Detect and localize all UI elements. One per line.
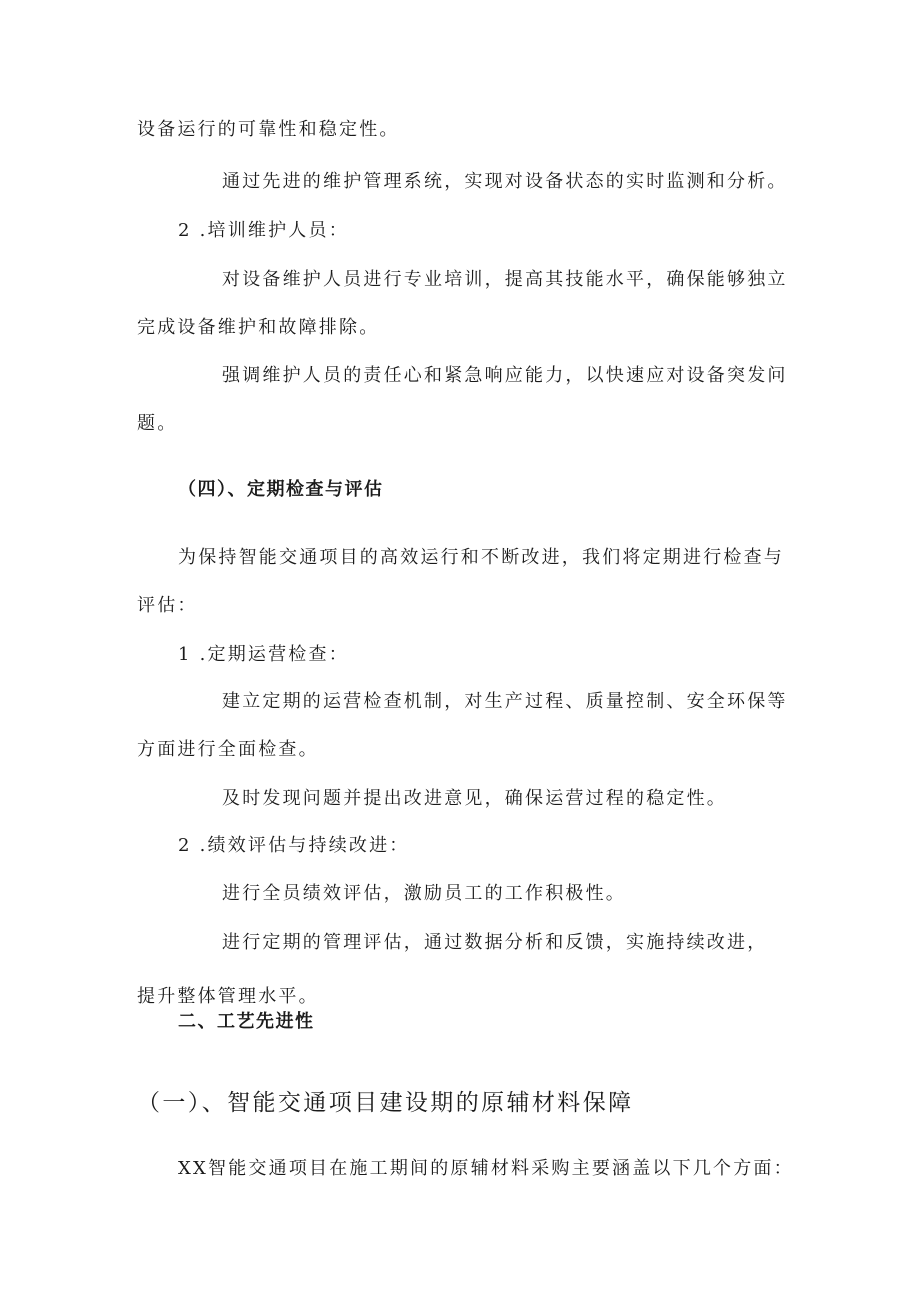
paragraph-line: 方面进行全面检查。 xyxy=(137,739,319,760)
paragraph-line: 设备运行的可靠性和稳定性。 xyxy=(137,119,400,140)
paragraph-line: 进行全员绩效评估，激励员工的工作积极性。 xyxy=(222,883,626,904)
paragraph-line: 完成设备维护和故障排除。 xyxy=(137,317,380,338)
section-heading: （四）、定期检查与评估 xyxy=(178,479,384,500)
section-heading: （一）、智能交通项目建设期的原辅材料保障 xyxy=(137,1090,634,1116)
paragraph-line: 提升整体管理水平。 xyxy=(137,986,319,1007)
list-item-heading: 2 .绩效评估与持续改进： xyxy=(178,835,410,856)
paragraph-line: 题。 xyxy=(137,413,178,434)
chapter-heading: 二、工艺先进性 xyxy=(178,1011,315,1032)
paragraph-line: 及时发现问题并提出改进意见，确保运营过程的稳定性。 xyxy=(222,788,727,809)
paragraph-line: XX智能交通项目在施工期间的原辅材料采购主要涵盖以下几个方面： xyxy=(178,1158,794,1179)
paragraph-line: 通过先进的维护管理系统，实现对设备状态的实时监测和分析。 xyxy=(222,171,788,192)
list-item-heading: 1 .定期运营检查： xyxy=(178,644,349,665)
paragraph-line: 为保持智能交通项目的高效运行和不断改进，我们将定期进行检查与 xyxy=(178,547,784,568)
paragraph-line: 对设备维护人员进行专业培训，提高其技能水平，确保能够独立 xyxy=(222,269,788,290)
paragraph-line: 进行定期的管理评估，通过数据分析和反馈，实施持续改进， xyxy=(222,932,768,953)
paragraph-line: 评估： xyxy=(137,595,198,616)
paragraph-line: 建立定期的运营检查机制，对生产过程、质量控制、安全环保等 xyxy=(222,691,788,712)
list-item-heading: 2 .培训维护人员： xyxy=(178,220,349,241)
paragraph-line: 强调维护人员的责任心和紧急响应能力，以快速应对设备突发问 xyxy=(222,365,788,386)
